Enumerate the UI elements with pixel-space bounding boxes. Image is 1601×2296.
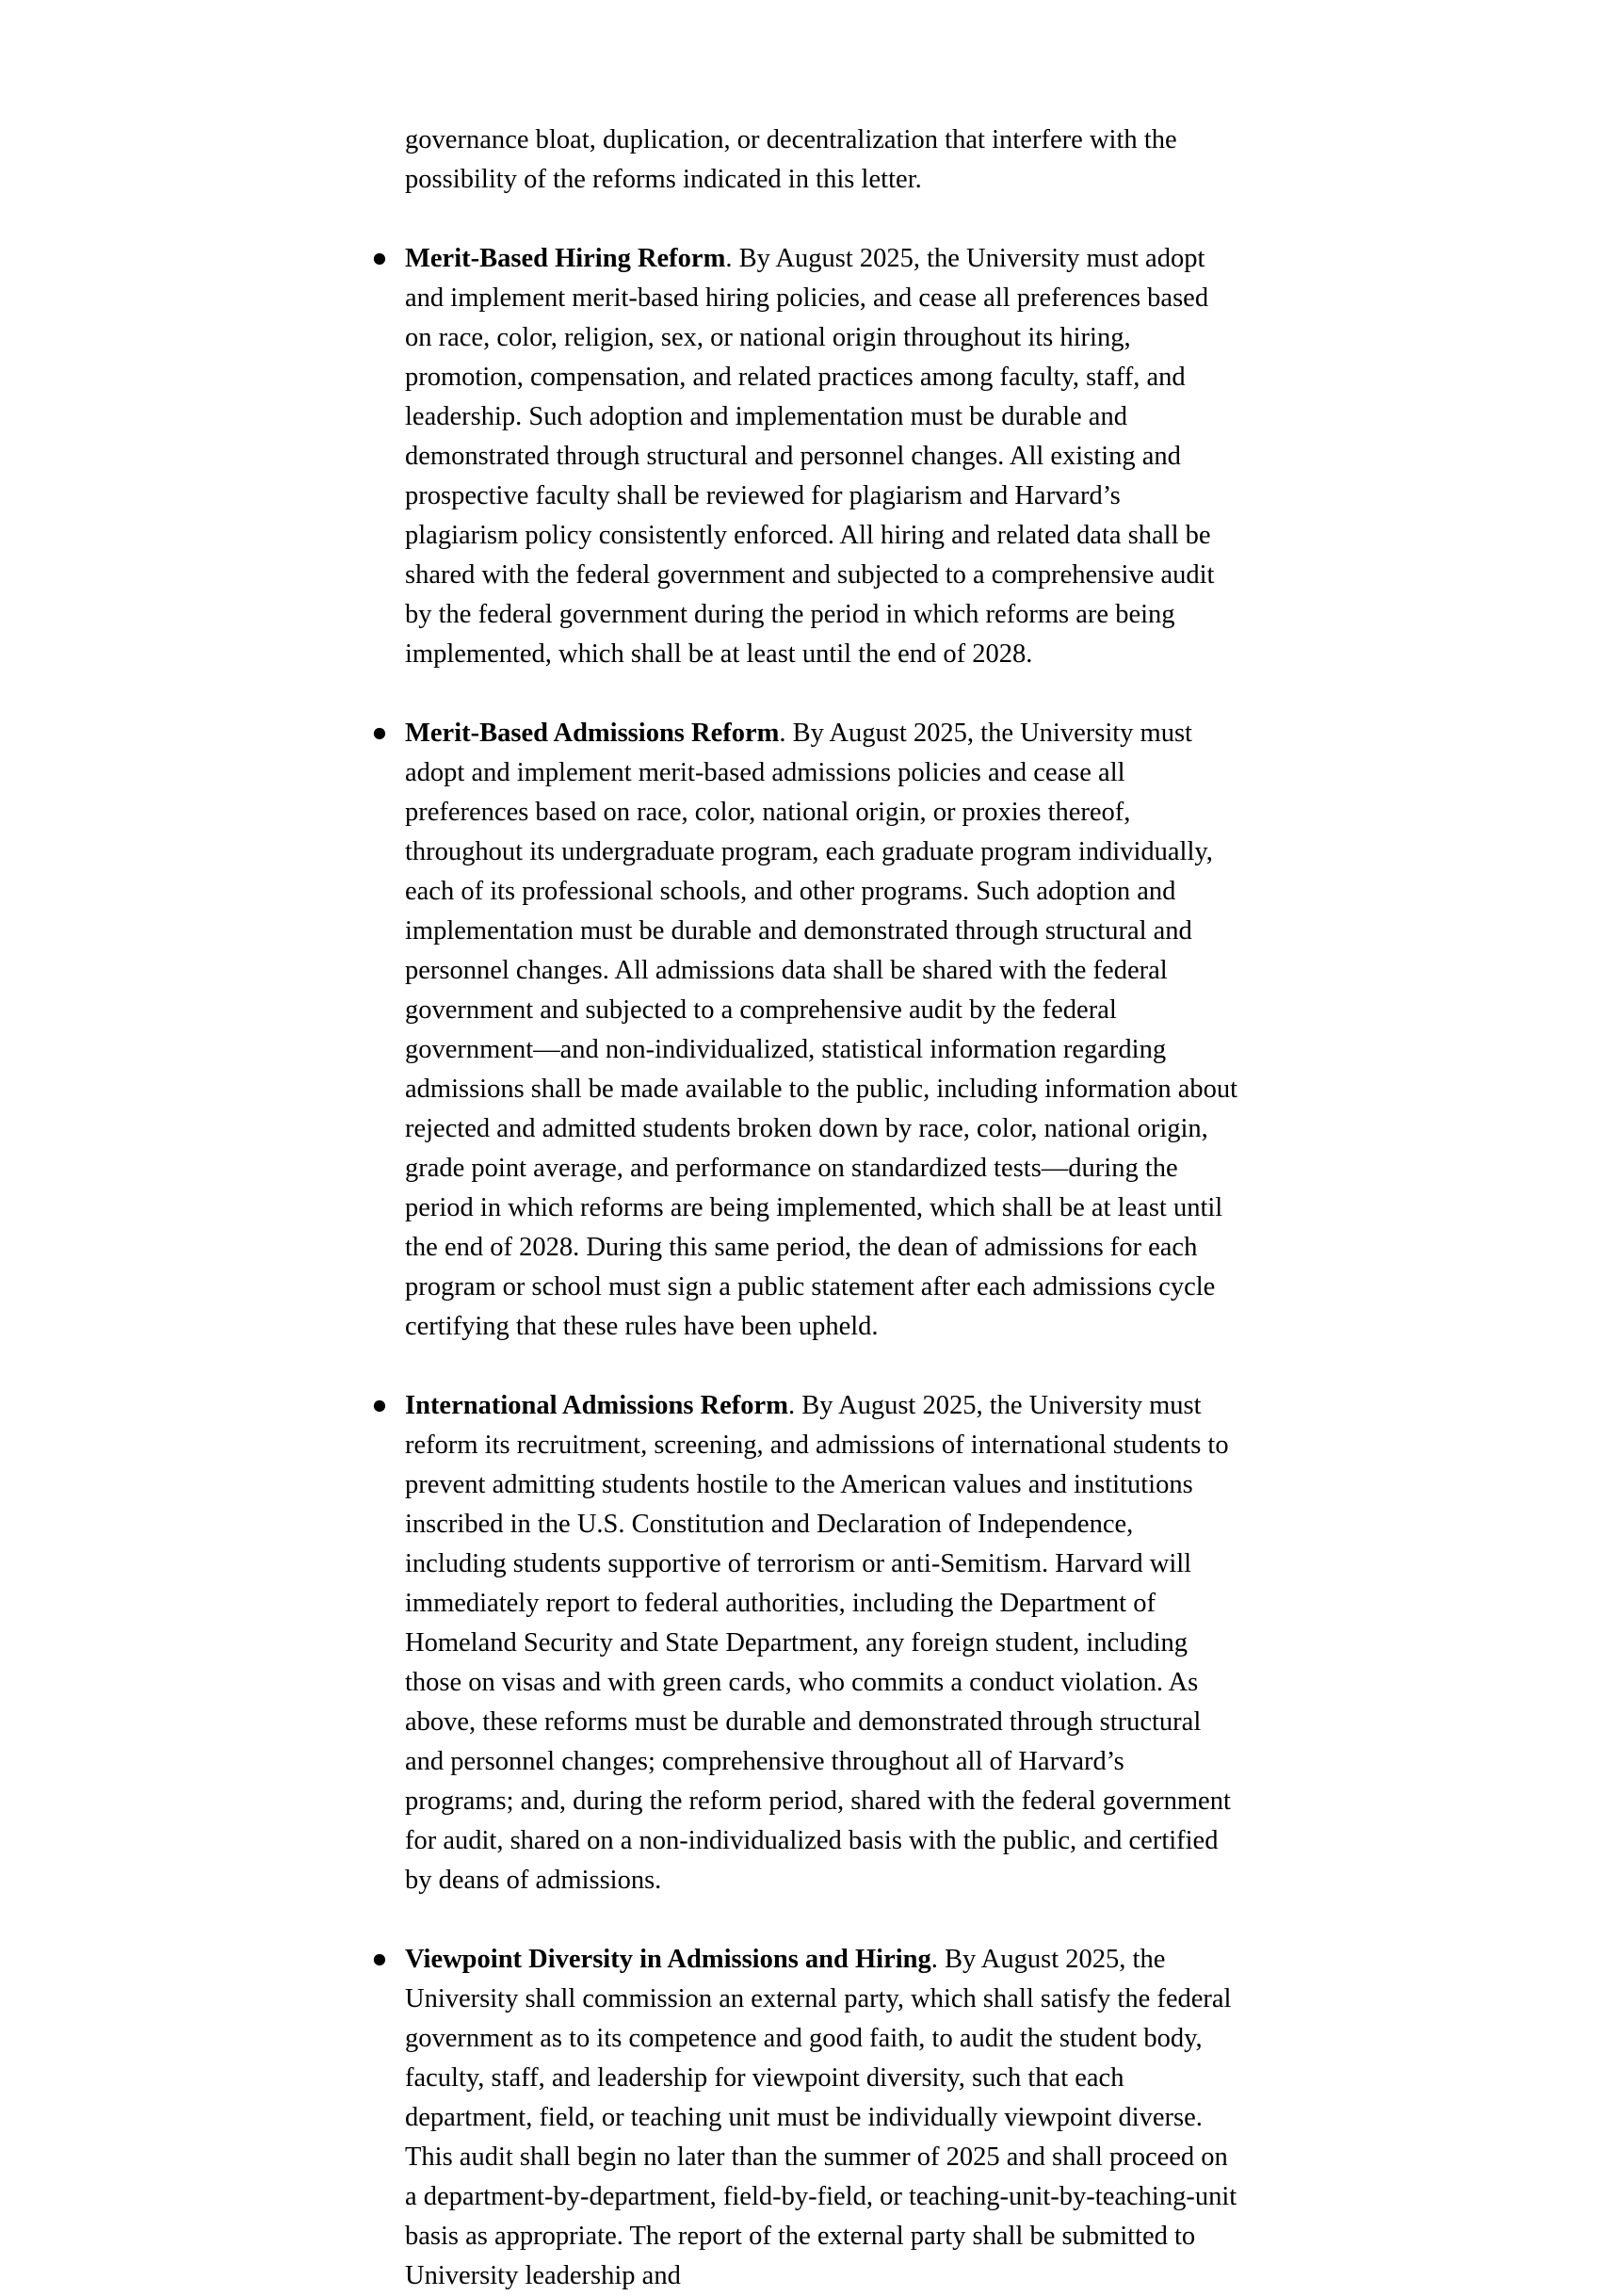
bullet-icon: ● [371,244,388,273]
reform-item-title: Merit-Based Hiring Reform [405,244,726,273]
list-item [217,1940,1384,2296]
bullet-icon: ● [371,1945,388,1974]
reform-item-body: . By August 2025, the University must adopt and implement merit-based hiring policies, and cease all preferences based on race, color, religion, sex, or national origin throughout its hiring, promotion, compensation, and related practices among faculty, staff, and leadership. Such adoption and implementation must be durable and demonstrated through structural and personnel changes. All existing and prospective faculty shall be reviewed for plagiarism and Harvard’s plagiarism policy consistently enforced. All hiring and related data shall be shared with the federal government and subjected to a comprehensive audit by the federal government during the period in which reforms are being implemented, which shall be at least until the end of 2028. [405,244,1215,669]
reform-item-body: . By August 2025, the University shall commission an external party, which shall satisfy the federal government as to its competence and good faith, to audit the student body, faculty, staff, and leadership for viewpoint diversity, such that each department, field, or teaching unit must be individually viewpoint diverse. This audit shall begin no later than the summer of 2025 and shall proceed on a department-by-department, field-by-field, or teaching-unit-by-teaching-unit basis as appropriate. The report of the external party shall be submitted to University leadership and [405,1945,1237,2290]
list-item [217,239,1384,674]
bullet-icon: ● [371,1391,388,1420]
reform-item-body: . By August 2025, the University must reform its recruitment, screening, and admissions of international students to prevent admitting students hostile to the American values and institutions inscribed in the U.S. Constitution and Declaration of Independence, including students supportive of terrorism or anti-Semitism. Harvard will immediately report to federal authorities, including the Department of Homeland Security and State Department, any foreign student, including those on visas and with green cards, who commits a conduct violation. As above, these reforms must be durable and demonstrated through structural and personnel changes; comprehensive throughout all of Harvard’s programs; and, during the reform period, shared with the federal government for audit, shared on a non-individualized basis with the public, and certified by deans of admissions. [405,1391,1231,1895]
bullet-icon: ● [371,719,388,748]
reform-item-body: . By August 2025, the University must adopt and implement merit-based admissions policies and cease all preferences based on race, color, national origin, or proxies thereof, throughout its undergraduate program, each graduate program individually, each of its professional schools, and other programs. Such adoption and implementation must be durable and demonstrated through structural and personnel changes. All admissions data shall be shared with the federal government and subjected to a comprehensive audit by the federal government—and non-individualized, statistical information regarding admissions shall be made available to the public, including information about rejected and admitted students broken down by race, color, national origin, grade point average, and performance on standardized tests—during the period in which reforms are being implemented, which shall be at least until the end of 2028. During this same period, the dean of admissions for each program or school must sign a public statement after each admissions cycle certifying that these rules have been upheld. [405,719,1238,1341]
reform-list [217,239,1384,2296]
reform-item-title: International Admissions Reform [405,1391,788,1420]
reform-item-title: Merit-Based Admissions Reform [405,719,780,748]
list-item [217,714,1384,1347]
list-item [217,1386,1384,1900]
continuation-paragraph: governance bloat, duplication, or decentralization that interfere with the possibility of the reforms indicated in this letter. [405,125,1177,194]
text-column [217,121,1384,2296]
reform-item-title: Viewpoint Diversity in Admissions and Hiring [405,1945,931,1974]
